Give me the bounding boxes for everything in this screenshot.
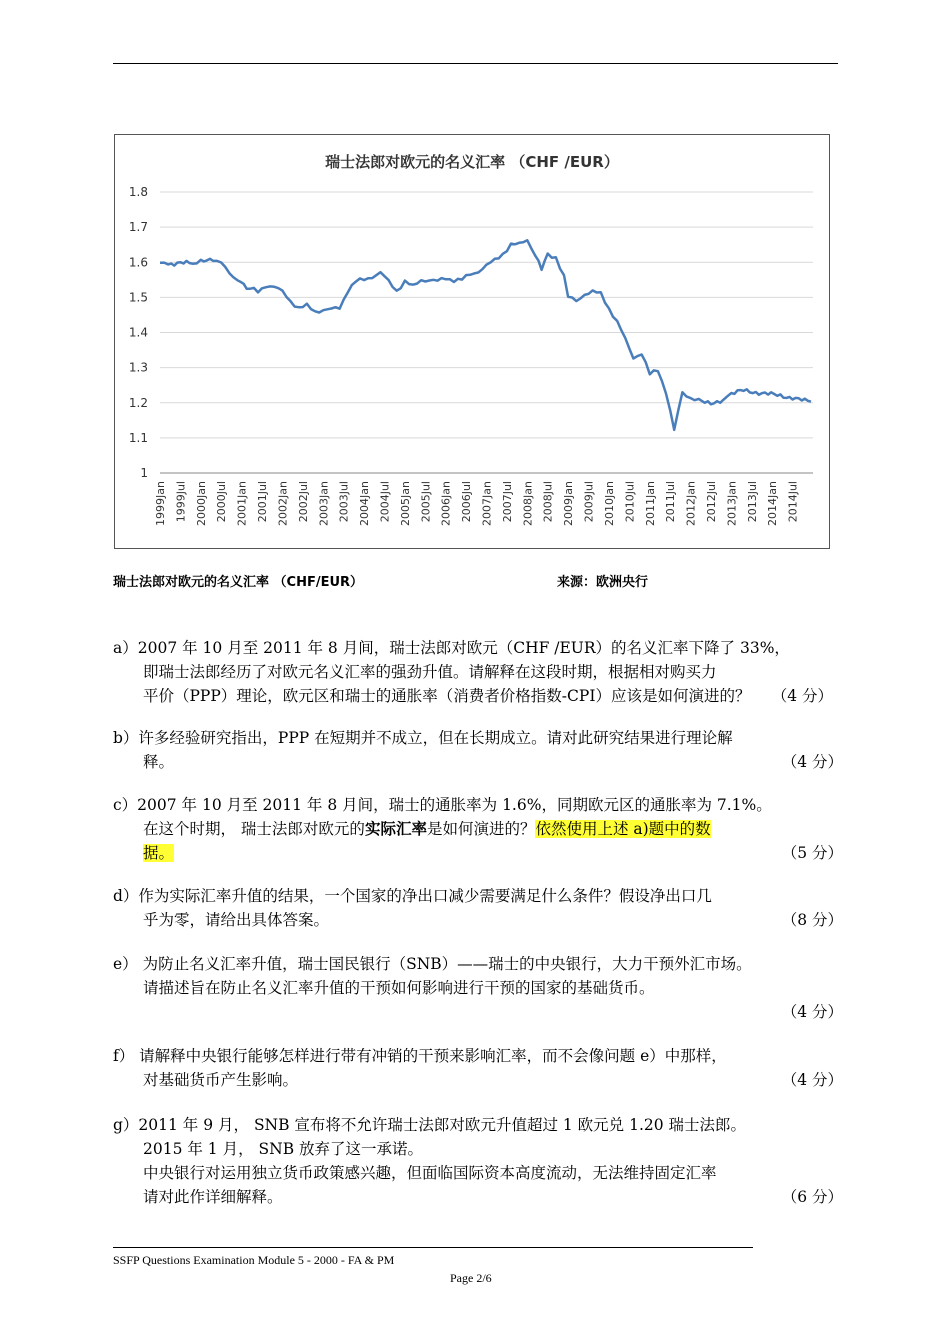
question-c-highlight: 依然使用上述 a)题中的数 <box>535 820 711 838</box>
y-tick-label: 1.6 <box>128 255 148 270</box>
question-f <box>113 1044 843 1092</box>
question-a-line3 <box>113 684 843 708</box>
y-tick-label: 1.4 <box>128 325 148 340</box>
x-tick-label: 2011Jan <box>643 481 657 526</box>
chart-title: 瑞士法郎对欧元的名义汇率 （CHF /EUR） <box>325 153 619 171</box>
chart-svg <box>115 135 829 548</box>
question-g <box>113 1113 843 1209</box>
question-d-points: （8 分） <box>781 911 843 929</box>
x-tick-label: 2005Jul <box>419 481 433 523</box>
question-b-line2-text: 释。 <box>143 753 175 771</box>
question-c-line2-pre: 在这个时期， 瑞士法郎对欧元的 <box>143 820 365 838</box>
y-tick-label: 1.5 <box>128 290 148 305</box>
x-tick-label: 2006Jul <box>460 481 474 523</box>
question-c-highlight-end: 据。 <box>143 844 175 862</box>
x-tick-label: 2002Jan <box>276 481 290 526</box>
question-c-line2-post: 是如何演进的？ <box>426 820 536 838</box>
x-tick-label: 2010Jul <box>623 481 637 523</box>
question-a-line1: a）2007 年 10 月至 2011 年 8 月间，瑞士法郎对欧元（CHF /EUR）的名义汇率下降了 33%， <box>113 639 790 657</box>
question-g-line4-text: 请对此作详细解释。 <box>143 1188 283 1206</box>
chart-caption: 瑞士法郎对欧元的名义汇率 （CHF/EUR） <box>113 575 364 590</box>
x-tick-label: 2012Jul <box>704 481 718 523</box>
x-tick-label: 2009Jul <box>582 481 596 523</box>
series-line <box>160 240 811 430</box>
x-tick-label: 2006Jan <box>439 481 453 526</box>
question-f-points: （4 分） <box>781 1071 843 1089</box>
question-f-line2-text: 对基础货币产生影响。 <box>143 1071 299 1089</box>
page-number: Page 2/6 <box>450 1271 492 1285</box>
x-tick-label: 2009Jan <box>562 481 576 526</box>
x-tick-label: 2007Jul <box>500 481 514 523</box>
real-exchange-rate-term: 实际汇率 <box>364 820 427 838</box>
x-tick-label: 1999Jan <box>154 481 167 526</box>
question-c-line3 <box>113 841 843 865</box>
x-tick-label: 2004Jan <box>358 481 372 526</box>
x-tick-label: 2014Jul <box>786 481 800 523</box>
question-f-line1: f） 请解释中央银行能够怎样进行带有冲销的干预来影响汇率，而不会像问题 e）中那样， <box>113 1047 727 1065</box>
x-tick-label: 2002Jul <box>296 481 310 523</box>
y-tick-label: 1 <box>140 466 148 480</box>
question-e-line1: e） 为防止名义汇率升值，瑞士国民银行（SNB）——瑞士的中央银行，大力干预外汇市场。 <box>113 955 752 973</box>
question-g-points: （6 分） <box>781 1188 843 1206</box>
x-tick-label: 2012Jan <box>684 481 698 526</box>
question-g-line2: 2015 年 1 月， SNB 放弃了这一承诺。 <box>143 1140 424 1158</box>
x-tick-label: 2011Jul <box>664 481 678 523</box>
x-tick-label: 2005Jan <box>398 481 412 526</box>
question-a-line2: 即瑞士法郎经历了对欧元名义汇率的强劲升值。请解释在这段时期，根据相对购买力 <box>143 663 717 681</box>
question-e <box>113 952 843 1024</box>
y-tick-label: 1.7 <box>128 220 148 235</box>
x-tick-label: 2001Jan <box>235 481 249 526</box>
question-c-points: （5 分） <box>781 844 843 862</box>
x-tick-label: 2013Jan <box>725 481 739 526</box>
question-g-line1: g）2011 年 9 月， SNB 宣布将不允许瑞士法郎对欧元升值超过 1 欧元兑 1.20 瑞士法郎。 <box>113 1116 747 1134</box>
y-tick-label: 1.3 <box>128 360 148 375</box>
chart-source: 来源：欧洲央行 <box>557 575 649 590</box>
question-b-points: （4 分） <box>781 753 843 771</box>
question-g-line3: 中央银行对运用独立货币政策感兴趣，但面临国际资本高度流动，无法维持固定汇率 <box>143 1164 717 1182</box>
x-tick-label: 1999Jul <box>174 481 188 523</box>
y-tick-label: 1.2 <box>128 395 148 410</box>
question-g-line4 <box>113 1185 843 1209</box>
x-tick-label: 2000Jul <box>215 481 229 523</box>
question-f-line2 <box>113 1068 843 1092</box>
header-rule <box>113 63 838 64</box>
question-c-line2 <box>113 817 843 841</box>
question-a <box>113 636 843 708</box>
question-a-line3-text: 平价（PPP）理论，欧元区和瑞士的通胀率（消费者价格指数-CPI）应该是如何演进的？ <box>143 687 751 705</box>
question-e-line3 <box>113 1000 843 1024</box>
x-tick-label: 2004Jul <box>378 481 392 523</box>
x-tick-label: 2007Jan <box>480 481 494 526</box>
question-d <box>113 884 843 932</box>
x-tick-label: 2013Jul <box>745 481 759 523</box>
question-b <box>113 726 843 774</box>
question-c <box>113 793 843 865</box>
x-tick-label: 2003Jul <box>337 481 351 523</box>
x-tick-label: 2010Jan <box>602 481 616 526</box>
question-e-points: （4 分） <box>781 1003 843 1021</box>
question-c-line1: c）2007 年 10 月至 2011 年 8 月间，瑞士的通胀率为 1.6%，同期欧元区的通胀率为 7.1%。 <box>113 796 772 814</box>
question-b-line2 <box>113 750 843 774</box>
question-a-points: （4 分） <box>771 687 833 705</box>
question-d-line2-text: 乎为零，请给出具体答案。 <box>143 911 330 929</box>
question-d-line2 <box>113 908 843 932</box>
x-tick-label: 2008Jul <box>541 481 555 523</box>
footer-text: SSFP Questions Examination Module 5 - 2000 - FA & PM <box>113 1253 395 1267</box>
exchange-rate-chart <box>114 134 830 549</box>
y-tick-label: 1.8 <box>128 185 148 199</box>
question-e-line2: 请描述旨在防止名义汇率升值的干预如何影响进行干预的国家的基础货币。 <box>143 979 655 997</box>
y-tick-label: 1.1 <box>128 430 148 445</box>
x-tick-label: 2014Jan <box>766 481 780 526</box>
x-tick-label: 2001Jul <box>256 481 270 523</box>
x-tick-label: 2003Jan <box>317 481 331 526</box>
question-b-line1: b）许多经验研究指出，PPP 在短期并不成立，但在长期成立。请对此研究结果进行理论解 <box>113 729 733 747</box>
question-d-line1: d）作为实际汇率升值的结果，一个国家的净出口减少需要满足什么条件？假设净出口几 <box>113 887 712 905</box>
footer-rule <box>113 1247 753 1248</box>
x-tick-label: 2008Jan <box>521 481 535 526</box>
x-tick-label: 2000Jan <box>194 481 208 526</box>
